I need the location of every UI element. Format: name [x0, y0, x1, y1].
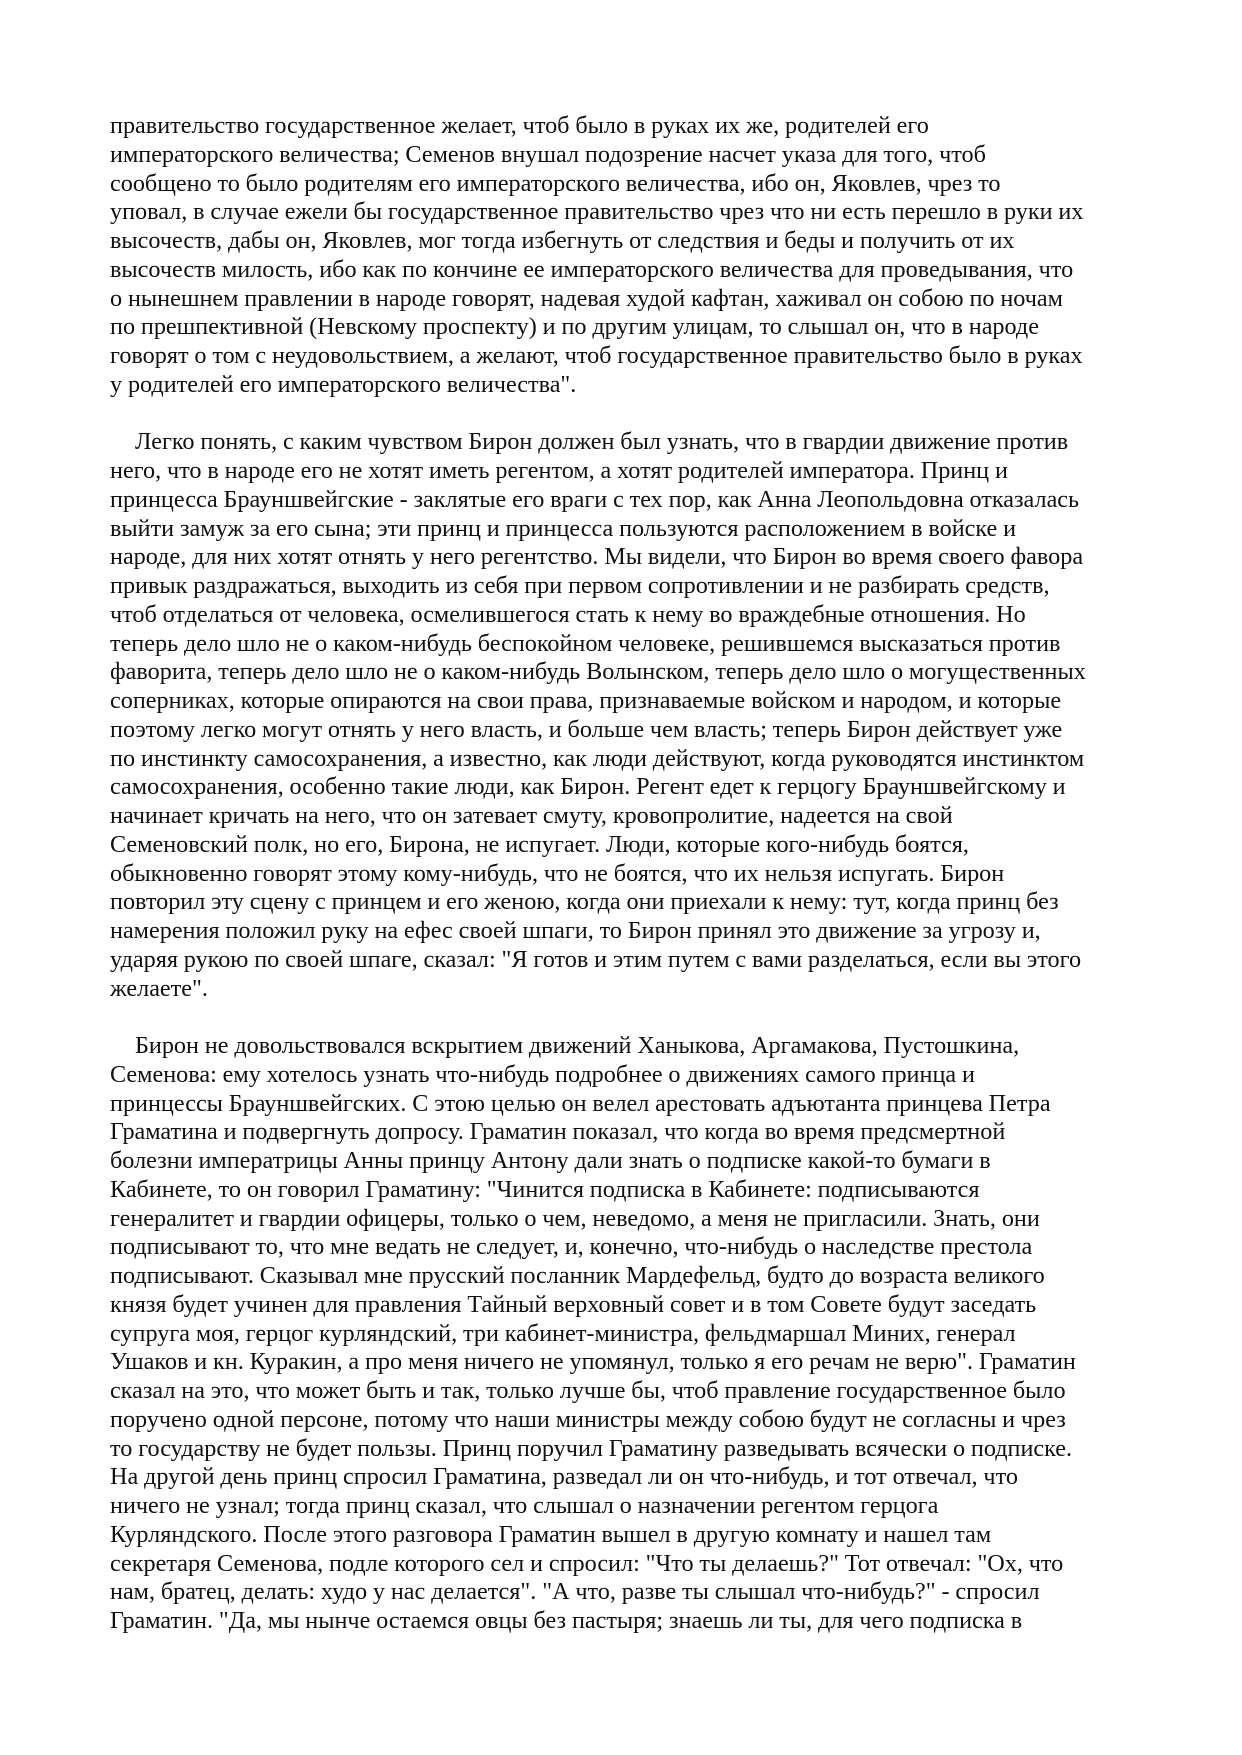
text-line: намерения положил руку на ефес своей шпаги, то Бирон принял это движение за угрозу и,: [110, 917, 1041, 944]
text-line: болезни императрицы Анны принцу Антону дали знать о подписке какой-то бумаги в: [110, 1147, 991, 1174]
text-line: секретаря Семенова, подле которого сел и спросил: "Что ты делаешь?" Тот отвечал: "Ох, что: [110, 1549, 1064, 1577]
text-line: ничего не узнал; тогда принц сказал, что слышал о назначении регентом герцога: [110, 1492, 939, 1519]
paragraph-spacer: [110, 400, 1140, 429]
text-line: у родителей его императорского величества".: [110, 370, 577, 398]
paragraph-2: [110, 428, 1140, 1003]
text-line: супруга моя, герцог курляндский, три кабинет-министра, фельдмаршал Миних, генерал: [110, 1319, 1016, 1347]
text-line: поэтому легко могут отнять у него власть, и больше чем власть; теперь Бирон действует уже: [110, 715, 1063, 743]
text-line: о нынешнем правлении в народе говорят, надевая худой кафтан, хаживал он собою по ночам: [110, 284, 1063, 312]
text-line: высочеств милость, ибо как по кончине ее императорского величества для проведывания, что: [110, 255, 1074, 283]
text-line: Бирон не довольствовался вскрытием движений Ханыкова, Аргамакова, Пустошкина,: [135, 1032, 1020, 1059]
text-line: Граматина и подвергнуть допросу. Граматин показал, что когда во время предсмертной: [110, 1118, 1006, 1146]
text-line: теперь дело шло не о каком-нибудь беспокойном человеке, решившемся высказаться против: [110, 629, 1061, 657]
text-line: начинает кричать на него, что он затевает смуту, кровопролитие, надеется на свой: [110, 802, 953, 829]
text-line: него, что в народе его не хотят иметь регентом, а хотят родителей императора. Принц и: [110, 457, 1008, 484]
text-line: принцесса Брауншвейгские - заклятые его враги с тех пор, как Анна Леопольдовна отказалась: [110, 485, 1080, 513]
text-line: самосохранения, особенно такие люди, как Бирон. Регент едет к герцогу Брауншвейгскому и: [110, 773, 1066, 801]
text-line: подписывают. Сказывал мне прусский посланник Мардефельд, будто до возраста великого: [110, 1262, 1045, 1289]
text-line: Курляндского. После этого разговора Граматин вышел в другую комнату и нашел там: [110, 1520, 992, 1548]
paragraph-1: [110, 112, 1140, 400]
text-line: На другой день принц спросил Граматина, разведал ли он что-нибудь, и тот отвечал, что: [110, 1463, 1018, 1491]
text-line: фаворита, теперь дело шло не о каком-нибудь Волынском, теперь дело шло о могущественных: [110, 658, 1086, 686]
text-line: народе, для них хотят отнять у него регентство. Мы видели, что Бирон во время своего фавора: [110, 543, 1084, 571]
text-line: императорского величества; Семенов внушал подозрение насчет указа для того, чтоб: [110, 140, 986, 168]
text-line: обыкновенно говорят этому кому-нибудь, что не боятся, что их нельзя испугать. Бирон: [110, 859, 1005, 887]
text-line: принцессы Брауншвейгских. С этою целью он велел арестовать адъютанта принцева Петра: [110, 1089, 1051, 1117]
text-line: по прешпективной (Невскому проспекту) и по другим улицам, то слышал он, что в народе: [110, 313, 1039, 341]
text-line: генералитет и гвардии офицеры, только о чем, неведомо, а меня не пригласили. Знать, они: [110, 1204, 1040, 1232]
text-line: сказал на это, что может быть и так, только лучше бы, чтоб правление государственное было: [110, 1377, 1066, 1404]
text-line: подписывают то, что мне ведать не следует, и, конечно, что-нибудь о наследстве престола: [110, 1233, 1033, 1261]
text-line: привык раздражаться, выходить из себя при первом сопротивлении и не разбирать средств,: [110, 572, 1050, 599]
text-line: уповал, в случае ежели бы государственное правительство чрез что ни есть перешло в руки их: [110, 198, 1084, 226]
text-line: сообщено то было родителям его императорского величества, ибо он, Яковлев, чрез то: [110, 169, 1001, 197]
text-line: поручено одной персоне, потому что наши министры между собою будут не согласны и чрез: [110, 1405, 1066, 1433]
text-line: выйти замуж за его сына; эти принц и принцесса пользуются расположением в войске и: [110, 514, 1017, 542]
text-line: Семенова: ему хотелось узнать что-нибудь подробнее о движениях самого принца и: [110, 1060, 975, 1088]
text-line: Ушаков и кн. Куракин, а про меня ничего не упомянул, только я его речам не верю". Граматин: [110, 1348, 1076, 1376]
document-page: [110, 112, 1140, 1732]
text-line: повторил эту сцену с принцем и его женою, когда они приехали к нему: тут, когда принц без: [110, 888, 1059, 916]
text-line: то государству не будет пользы. Принц поручил Граматину разведывать всячески о подписке.: [110, 1434, 1073, 1462]
text-line: Кабинете, то он говорил Граматину: "Чинится подписка в Кабинете: подписываются: [110, 1175, 980, 1203]
text-line: высочеств, дабы он, Яковлев, мог тогда избегнуть от следствия и беды и получить от их: [110, 227, 1015, 254]
paragraph-3: [110, 1032, 1140, 1636]
text-line: нам, братец, делать: худо у нас делается". "А что, разве ты слышал что-нибудь?" - спросил: [110, 1578, 1040, 1606]
text-line: Граматин. "Да, мы нынче остаемся овцы без пастыря; знаешь ли ты, для чего подписка в: [110, 1607, 1023, 1634]
text-line: ударяя рукою по своей шпаге, сказал: "Я готов и этим путем с вами разделаться, если вы этого: [110, 945, 1082, 973]
text-line: соперниках, которые опираются на свои права, признаваемые войском и народом, и которые: [110, 687, 1062, 714]
text-line: желаете".: [110, 974, 208, 1002]
text-line: говорят о том с неудовольствием, а желают, чтоб государственное правительство было в руках: [110, 342, 1083, 369]
text-line: князя будет учинен для правления Тайный верховный совет и в том Совете будут заседать: [110, 1290, 1037, 1318]
text-line: чтоб отделаться от человека, осмелившегося стать к нему во враждебные отношения. Но: [110, 600, 1026, 628]
text-line: Легко понять, с каким чувством Бирон должен был узнать, что в гвардии движение против: [135, 428, 1069, 456]
paragraph-spacer: [110, 1003, 1140, 1032]
text-line: Семеновский полк, но его, Бирона, не испугает. Люди, которые кого-нибудь боятся,: [110, 830, 969, 858]
text-line: правительство государственное желает, чтоб было в руках их же, родителей его: [110, 112, 929, 139]
text-line: по инстинкту самосохранения, а известно, как люди действуют, когда руководятся инстинктом: [110, 744, 1085, 772]
